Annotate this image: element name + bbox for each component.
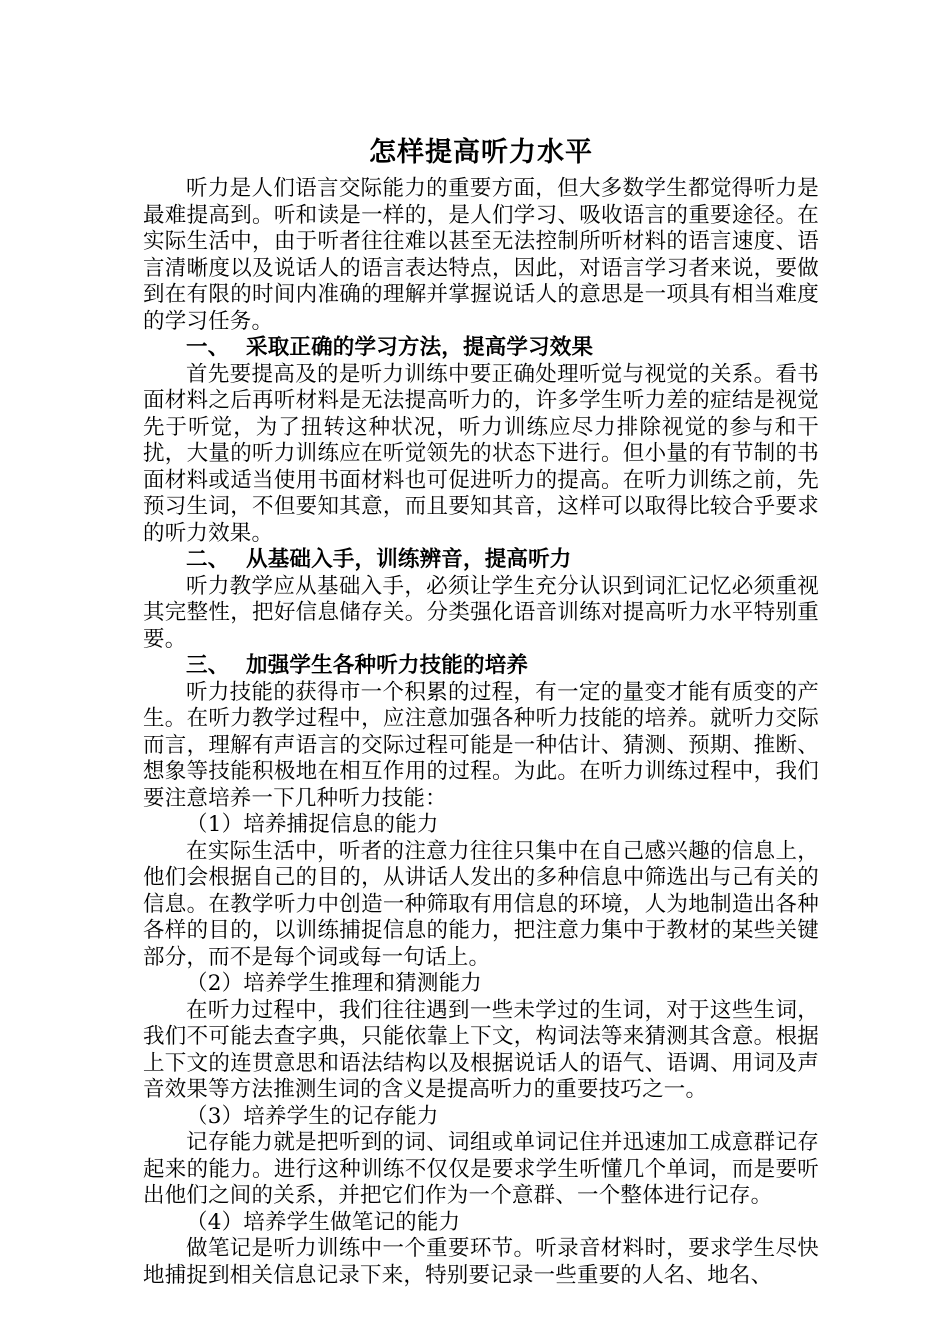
skill-heading-1: （1）培养捕捉信息的能力 bbox=[186, 812, 439, 837]
section-heading-3 bbox=[143, 653, 819, 680]
document-title: 怎样提高听力水平 bbox=[369, 137, 593, 168]
document-page bbox=[143, 130, 819, 1289]
section-number: 三、 bbox=[186, 653, 230, 678]
section-paragraph-1: 首先要提高及的是听力训练中要正确处理听觉与视觉的关系。看书面材料之后再听材料是无法提高听力的，许多学生听力差的症结是视觉先于听觉，为了扭转这种状况，听力训练应尽力排除视觉的参与和干扰，大量的听力训练应在听觉领先的状态下进行。但小量的有节制的书面材料或适当使用书面材料也可促进听力的提高。在听力训练之前，先预习生词，不但要知其意，而且要知其音，这样可以取得比较合乎要求的听力效果。 bbox=[143, 361, 819, 546]
skill-heading-2: （2）培养学生推理和猜测能力 bbox=[186, 971, 482, 996]
section-heading-text: 加强学生各种听力技能的培养 bbox=[246, 653, 529, 678]
intro-paragraph: 听力是人们语言交际能力的重要方面，但大多数学生都觉得听力是最难提高到。听和读是一样的，是人们学习、吸收语言的重要途径。在实际生活中，由于听者往往难以甚至无法控制所听材料的语言速度、语言清晰度以及说话人的语言表达特点，因此，对语言学习者来说，要做到在有限的时间内准确的理解并掌握说话人的意思是一项具有相当难度的学习任务。 bbox=[143, 176, 819, 334]
section-number: 二、 bbox=[186, 547, 230, 572]
skill-heading-3: （3）培养学生的记存能力 bbox=[186, 1103, 439, 1129]
skill-paragraph-2: 在听力过程中，我们往往遇到一些未学过的生词，对于这些生词，我们不可能去查字典，只能依靠上下文，构词法等来猜测其含意。根据上下文的连贯意思和语法结构以及根据说话人的语气、语调、用词及声音效果等方法推测生词的含义是提高听力的重要技巧之一。 bbox=[143, 997, 819, 1102]
section-heading-2 bbox=[143, 547, 819, 574]
section-number: 一、 bbox=[186, 335, 230, 360]
skill-paragraph-4: 做笔记是听力训练中一个重要环节。听录音材料时，要求学生尽快地捕捉到相关信息记录下来，特别要记录一些重要的人名、地名、 bbox=[143, 1236, 819, 1288]
section-heading-text: 从基础入手，训练辨音，提高听力 bbox=[246, 547, 572, 572]
skill-paragraph-1: 在实际生活中，听者的注意力往往只集中在自己感兴趣的信息上，他们会根据自己的目的，从讲话人发出的多种信息中筛选出与己有关的信息。在教学听力中创造一种筛取有用信息的环境，人为地制造出各种各样的目的，以训练捕捉信息的能力，把注意力集中于教材的某些关键部分，而不是每个词或每一句话上。 bbox=[143, 838, 819, 970]
skill-heading-4: （4）培养学生做笔记的能力 bbox=[186, 1209, 461, 1235]
section-paragraph-3: 听力技能的获得市一个积累的过程，有一定的量变才能有质变的产生。在听力教学过程中，应注意加强各种听力技能的培养。就听力交际而言，理解有声语言的交际过程可能是一种估计、猜测、预期、推断、想象等技能积极地在相互作用的过程。为此。在听力训练过程中，我们要注意培养一下几种听力技能： bbox=[143, 679, 819, 811]
section-heading-1 bbox=[143, 335, 819, 362]
section-heading-text: 采取正确的学习方法，提高学习效果 bbox=[246, 335, 594, 360]
skill-paragraph-3: 记存能力就是把听到的词、词组或单词记住并迅速加工成意群记存起来的能力。进行这种训练不仅仅是要求学生听懂几个单词，而是要听出他们之间的关系，并把它们作为一个意群、一个整体进行记存。 bbox=[143, 1130, 819, 1208]
section-paragraph-2: 听力教学应从基础入手，必须让学生充分认识到词汇记忆必须重视其完整性，把好信息储存关。分类强化语音训练对提高听力水平特别重要。 bbox=[143, 573, 819, 652]
